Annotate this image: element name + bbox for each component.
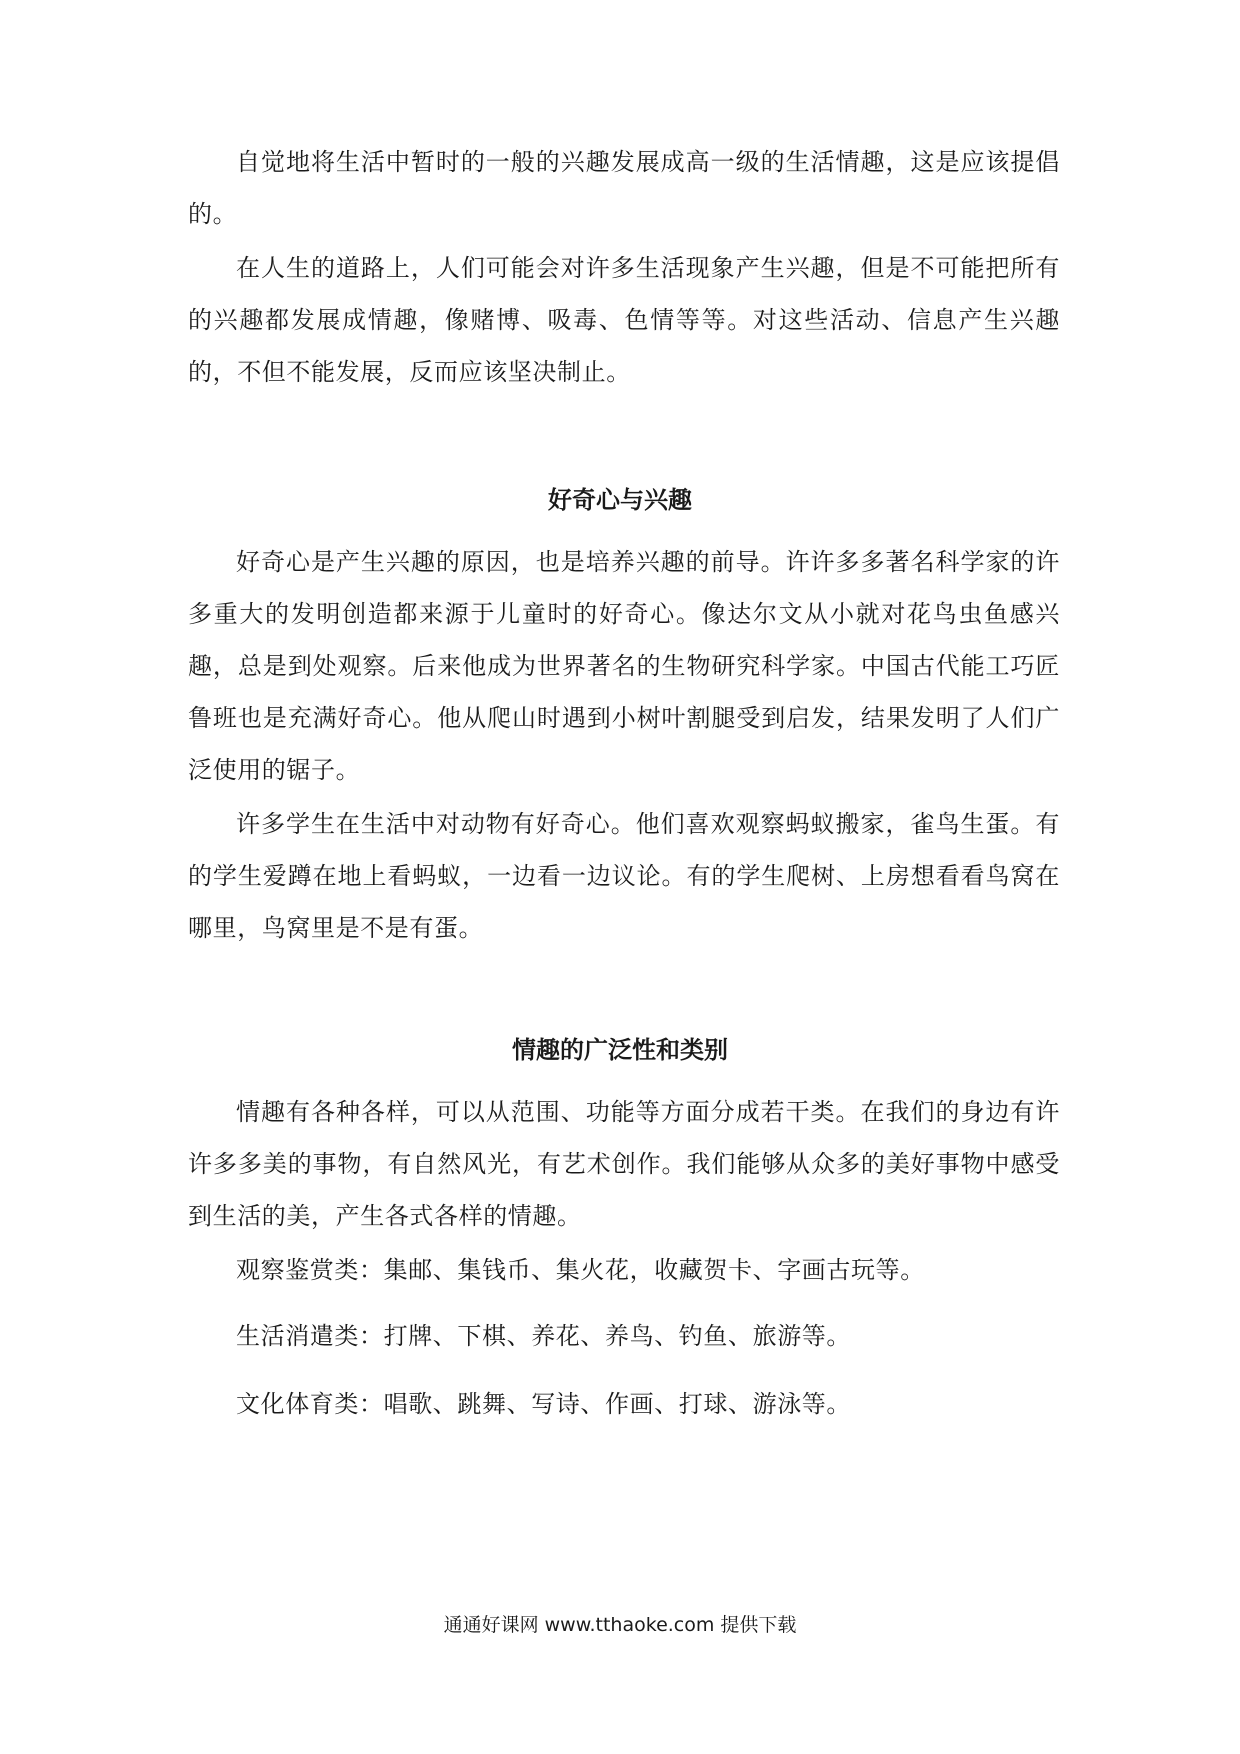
paragraph: 好奇心是产生兴趣的原因，也是培养兴趣的前导。许许多多著名科学家的许多重大的发明创造都来源于儿童时的好奇心。像达尔文从小就对花鸟虫鱼感兴趣，总是到处观察。后来他成为世界著名的生物研究科学家。中国古代能工巧匠鲁班也是充满好奇心。他从爬山时遇到小树叶割腿受到启发，结果发明了人们广泛使用的锯子。 [188,548,1060,784]
section-heading: 情趣的广泛性和类别 [512,1035,728,1064]
paragraph: 情趣有各种各样，可以从范围、功能等方面分成若干类。在我们的身边有许许多多美的事物，有自然风光，有艺术创作。我们能够从众多的美好事物中感受到生活的美，产生各式各样的情趣。 [188,1098,1060,1230]
list-item: 生活消遣类：打牌、下棋、养花、养鸟、钓鱼、旅游等。 [236,1322,851,1350]
list-item: 观察鉴赏类：集邮、集钱币、集火花，收藏贺卡、字画古玩等。 [236,1256,925,1284]
section-heading: 好奇心与兴趣 [548,485,692,514]
list-item: 文化体育类：唱歌、跳舞、写诗、作画、打球、游泳等。 [236,1390,851,1418]
page-footer: 通通好课网 www.tthaoke.com 提供下载 [443,1614,797,1636]
paragraph: 许多学生在生活中对动物有好奇心。他们喜欢观察蚂蚁搬家，雀鸟生蛋。有的学生爱蹲在地上看蚂蚁，一边看一边议论。有的学生爬树、上房想看看鸟窝在哪里，鸟窝里是不是有蛋。 [188,810,1060,942]
paragraph: 在人生的道路上，人们可能会对许多生活现象产生兴趣，但是不可能把所有的兴趣都发展成情趣，像赌博、吸毒、色情等等。对这些活动、信息产生兴趣的，不但不能发展，反而应该坚决制止。 [188,254,1060,386]
paragraph: 自觉地将生活中暂时的一般的兴趣发展成高一级的生活情趣，这是应该提倡的。 [188,148,1060,228]
